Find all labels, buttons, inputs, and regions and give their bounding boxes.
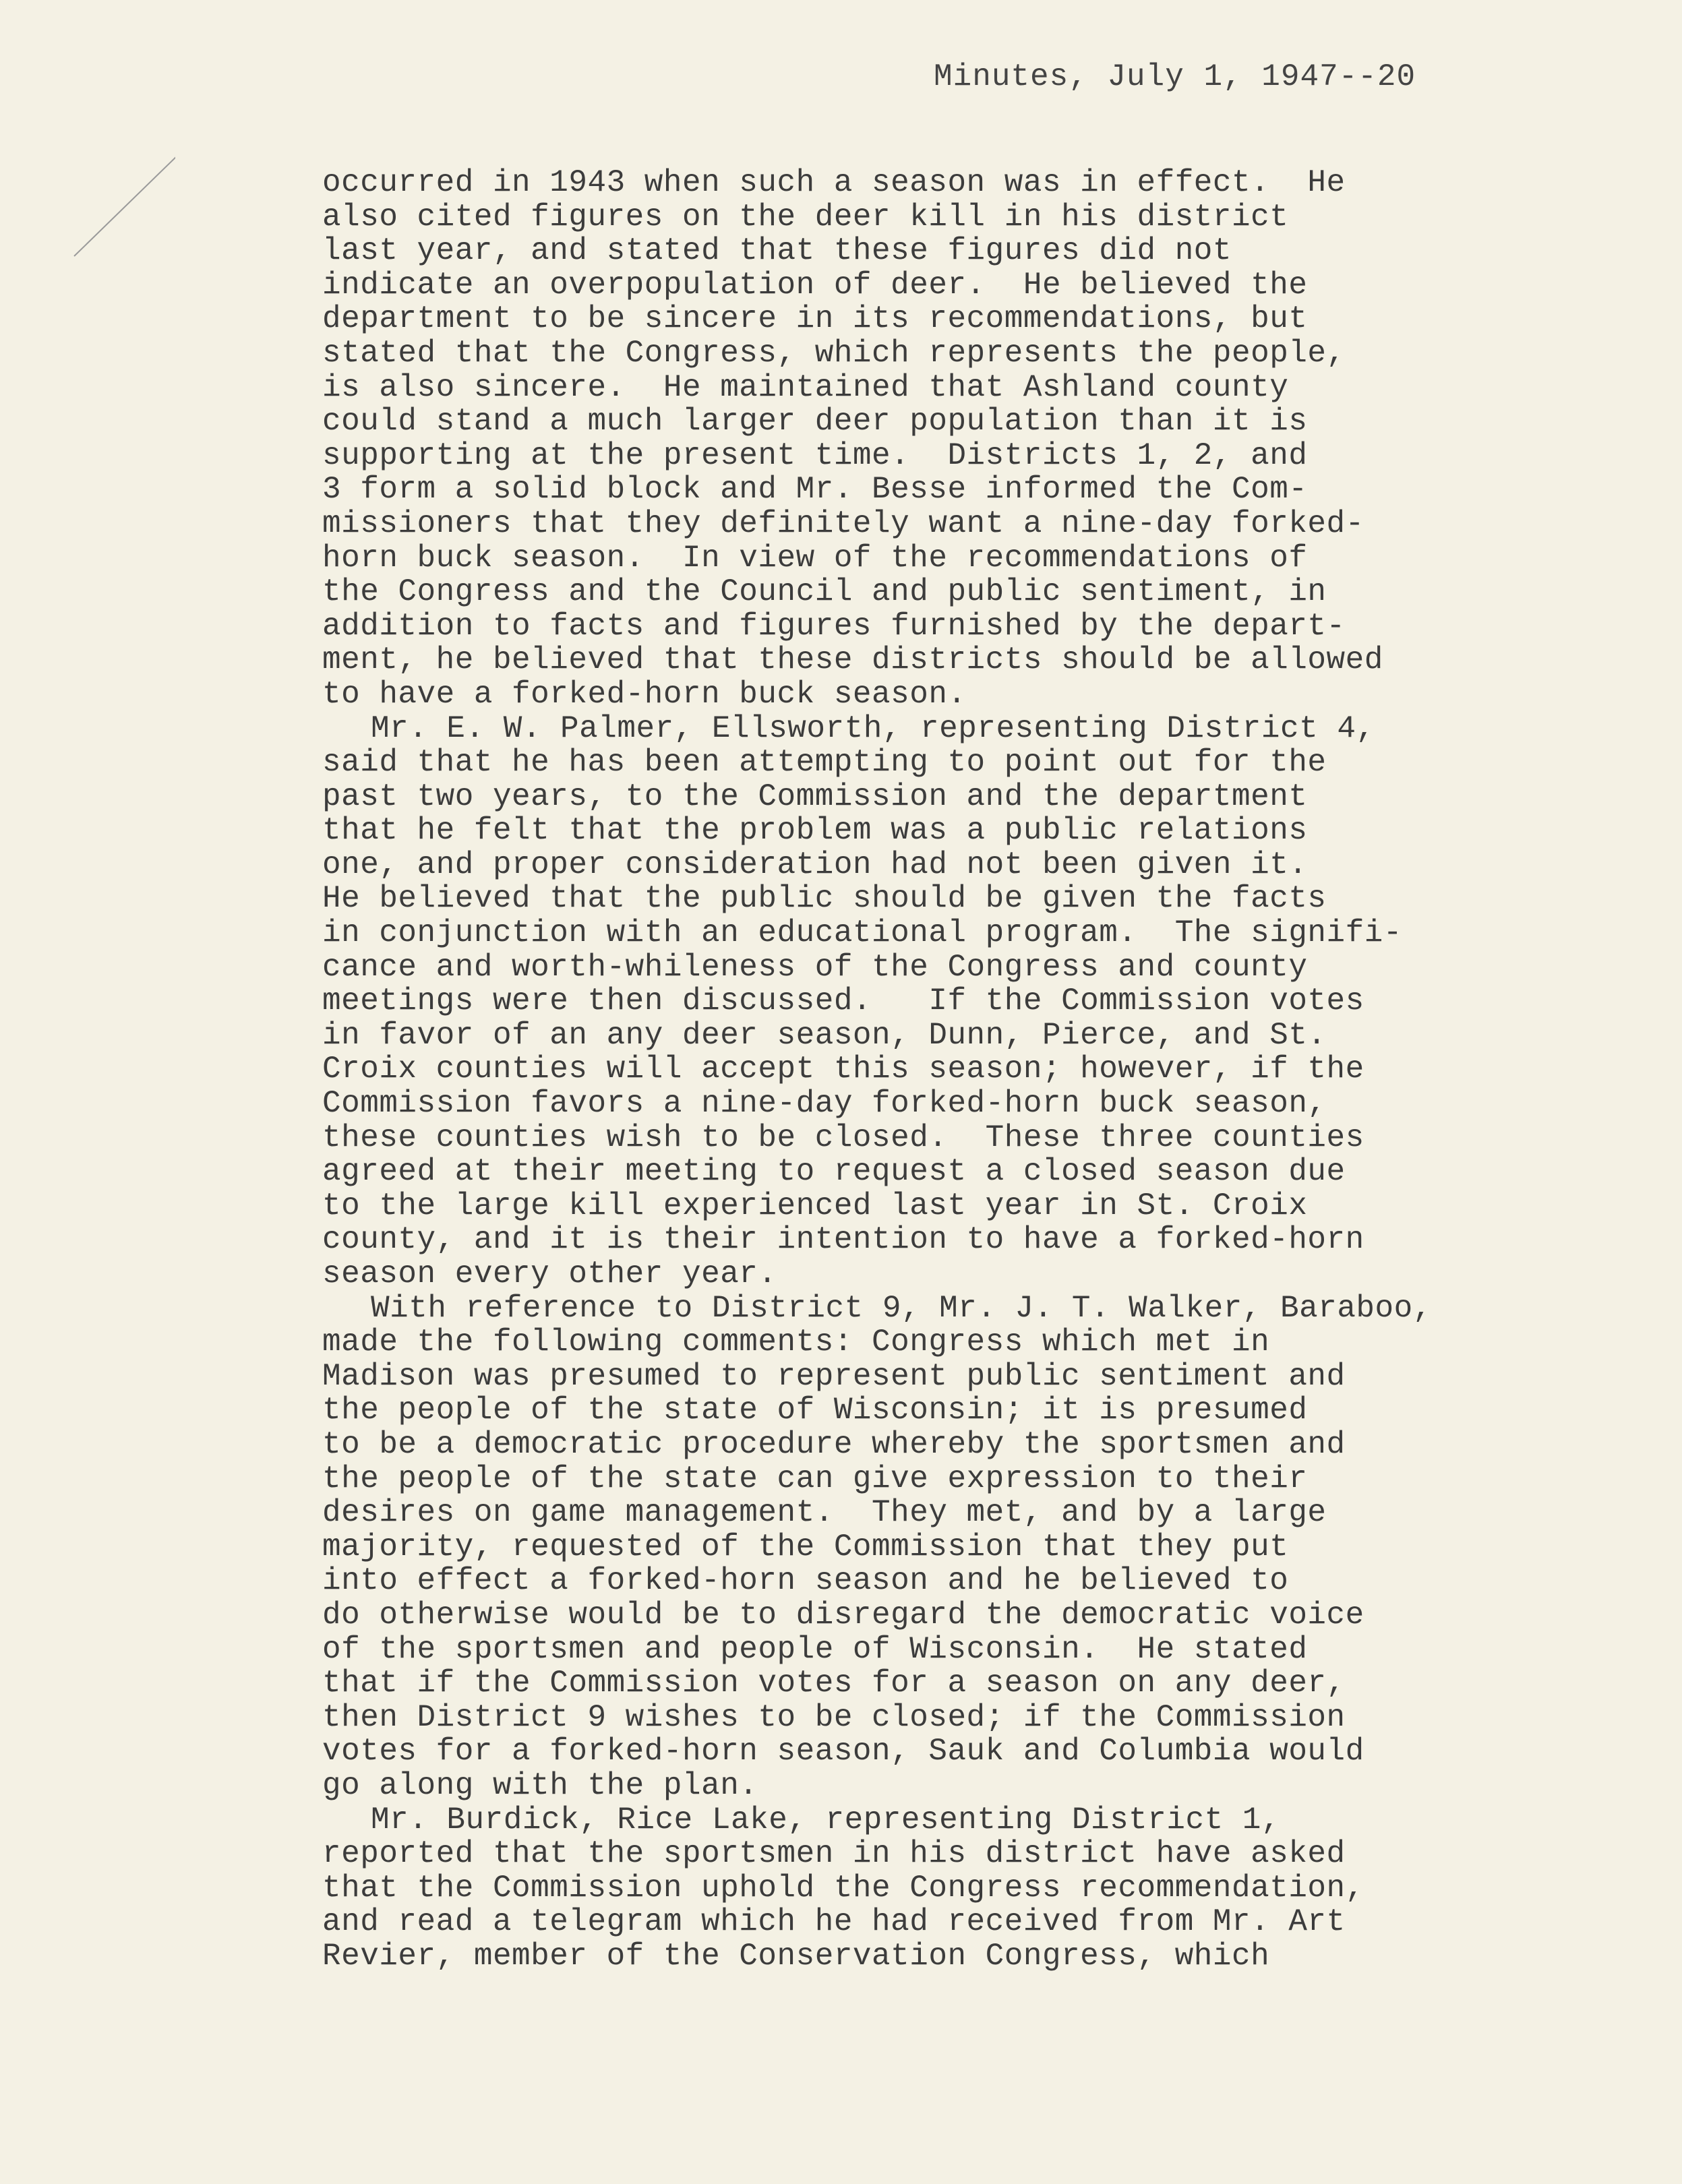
- page-edge-mark: [0, 0, 175, 270]
- text-line: ment, he believed that these districts should be allowed: [322, 642, 1383, 678]
- text-line: is also sincere. He maintained that Ashland county: [322, 369, 1289, 405]
- text-line: majority, requested of the Commission that they put: [322, 1529, 1289, 1565]
- text-line: could stand a much larger deer population than it is: [322, 404, 1308, 439]
- text-line: also cited figures on the deer kill in his district: [322, 199, 1289, 235]
- text-line: the people of the state of Wisconsin; it is presumed: [322, 1393, 1308, 1428]
- text-line: Mr. Burdick, Rice Lake, representing District 1,: [371, 1802, 1281, 1838]
- text-line: supporting at the present time. Districts 1, 2, and: [322, 437, 1308, 473]
- text-line: Croix counties will accept this season; however, if the: [322, 1052, 1364, 1087]
- minutes-body: [322, 166, 1536, 1973]
- text-line: horn buck season. In view of the recommendations of: [322, 540, 1308, 576]
- text-line: these counties wish to be closed. These three counties: [322, 1120, 1364, 1155]
- text-line: addition to facts and figures furnished by the depart-: [322, 608, 1346, 644]
- text-line: do otherwise would be to disregard the democratic voice: [322, 1597, 1364, 1633]
- text-line: Mr. E. W. Palmer, Ellsworth, representing District 4,: [371, 710, 1375, 746]
- text-line: to have a forked-horn buck season.: [322, 676, 967, 712]
- text-line: the Congress and the Council and public sentiment, in: [322, 574, 1327, 610]
- text-line: the people of the state can give expression to their: [322, 1461, 1308, 1496]
- text-line: last year, and stated that these figures did not: [322, 233, 1232, 269]
- text-line: indicate an overpopulation of deer. He believed the: [322, 267, 1308, 303]
- text-line: to be a democratic procedure whereby the sportsmen and: [322, 1426, 1346, 1462]
- text-line: into effect a forked-horn season and he believed to: [322, 1563, 1289, 1599]
- text-line: cance and worth-whileness of the Congress and county: [322, 949, 1308, 985]
- text-line: 3 form a solid block and Mr. Besse informed the Com-: [322, 472, 1308, 508]
- text-line: meetings were then discussed. If the Commission votes: [322, 983, 1364, 1019]
- text-line: season every other year.: [322, 1256, 777, 1292]
- text-line: that the Commission uphold the Congress recommendation,: [322, 1870, 1364, 1906]
- text-line: county, and it is their intention to have a forked-horn: [322, 1222, 1364, 1258]
- fold-line: [74, 0, 175, 256]
- text-line: occurred in 1943 when such a season was in effect. He: [322, 165, 1346, 200]
- text-line: in favor of an any deer season, Dunn, Pierce, and St.: [322, 1017, 1327, 1053]
- text-line: stated that the Congress, which represents the people,: [322, 335, 1346, 371]
- text-line: of the sportsmen and people of Wisconsin. He stated: [322, 1631, 1308, 1667]
- text-line: that if the Commission votes for a season on any deer,: [322, 1666, 1346, 1701]
- text-line: that he felt that the problem was a public relations: [322, 813, 1308, 849]
- text-line: to the large kill experienced last year in St. Croix: [322, 1188, 1308, 1223]
- text-line: made the following comments: Congress which met in: [322, 1325, 1270, 1360]
- text-line: and read a telegram which he had received from Mr. Art: [322, 1904, 1346, 1940]
- text-line: go along with the plan.: [322, 1767, 758, 1803]
- text-line: department to be sincere in its recommendations, but: [322, 301, 1308, 337]
- text-line: Commission favors a nine-day forked-horn buck season,: [322, 1086, 1327, 1122]
- text-line: desires on game management. They met, and by a large: [322, 1495, 1327, 1531]
- text-line: Madison was presumed to represent public sentiment and: [322, 1358, 1346, 1394]
- text-line: one, and proper consideration had not been given it.: [322, 847, 1308, 882]
- text-line: With reference to District 9, Mr. J. T. Walker, Baraboo,: [371, 1290, 1432, 1326]
- page-header: Minutes, July 1, 1947--20: [934, 59, 1416, 94]
- text-line: then District 9 wishes to be closed; if the Commission: [322, 1699, 1346, 1735]
- text-line: missioners that they definitely want a nine-day forked-: [322, 506, 1364, 541]
- text-line: votes for a forked-horn season, Sauk and Columbia would: [322, 1734, 1364, 1769]
- text-line: said that he has been attempting to point out for the: [322, 745, 1327, 781]
- text-line: in conjunction with an educational program. The signifi-: [322, 915, 1402, 951]
- text-line: Revier, member of the Conservation Congress, which: [322, 1938, 1270, 1974]
- text-line: reported that the sportsmen in his district have asked: [322, 1836, 1346, 1872]
- text-line: agreed at their meeting to request a closed season due: [322, 1154, 1346, 1190]
- text-line: past two years, to the Commission and the department: [322, 779, 1308, 814]
- text-line: He believed that the public should be given the facts: [322, 881, 1327, 917]
